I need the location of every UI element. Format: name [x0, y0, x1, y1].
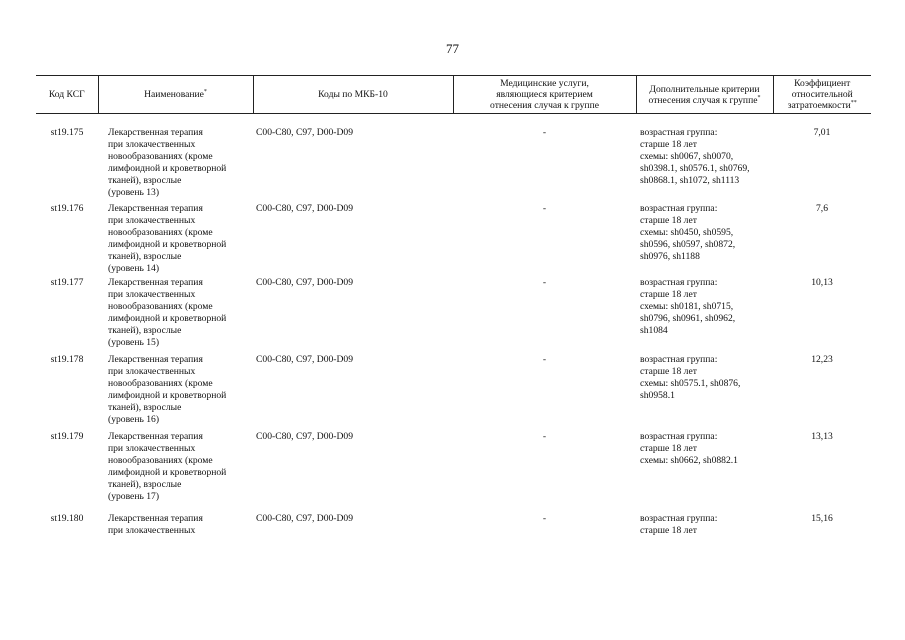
mkb-codes-cell: C00-C80, C97, D00-D09	[256, 512, 354, 524]
header-line: затратоемкости**	[787, 99, 857, 111]
cell-line: новообразованиях (кроме	[108, 377, 213, 389]
cell-line: тканей), взрослые	[108, 250, 182, 262]
cell-line: Лекарственная терапия	[108, 276, 203, 288]
cell-line: старше 18 лет	[640, 365, 697, 377]
services-cell: -	[542, 430, 547, 442]
cell-line: возрастная группа:	[640, 512, 718, 524]
cell-line: при злокачественных	[108, 214, 196, 226]
cell-line: возрастная группа:	[640, 202, 718, 214]
ksg-name-cell	[98, 203, 253, 277]
cell-line: старше 18 лет	[640, 214, 697, 226]
mkb-codes-cell: C00-C80, C97, D00-D09	[256, 202, 354, 214]
cell-line: новообразованиях (кроме	[108, 151, 213, 162]
cell-line: тканей), взрослые	[108, 324, 182, 336]
table-header-row	[36, 76, 871, 114]
coefficient-cell: 10,13	[811, 276, 833, 288]
cell-line: старше 18 лет	[640, 139, 697, 150]
criteria-cell	[636, 431, 773, 513]
cell-line: Лекарственная терапия	[108, 202, 203, 214]
cell-line: новообразованиях (кроме	[108, 454, 213, 466]
table-row	[36, 114, 871, 203]
cell-line: схемы: sh0181, sh0715,	[640, 300, 734, 312]
cell-line: Лекарственная терапия	[108, 512, 203, 524]
cell-line: sh0398.1, sh0576.1, sh0769,	[640, 163, 750, 174]
cell-line: старше 18 лет	[640, 524, 697, 536]
mkb-codes-cell: C00-C80, C97, D00-D09	[256, 353, 354, 365]
header-line: Код КСГ	[48, 89, 85, 100]
services-cell: -	[542, 276, 547, 288]
ksg-name-cell	[98, 513, 253, 543]
cell-line: sh0596, sh0597, sh0872,	[640, 238, 736, 250]
cell-line: (уровень 13)	[108, 187, 160, 198]
table-row	[36, 354, 871, 431]
header-mkb	[253, 76, 453, 114]
cell-line: тканей), взрослые	[108, 401, 182, 413]
criteria-cell	[636, 277, 773, 354]
coefficient-cell: 12,23	[811, 353, 833, 365]
footnote-mark: *	[757, 94, 761, 101]
page-number: 77	[446, 41, 459, 56]
cell-line: возрастная группа:	[640, 353, 718, 365]
header-services	[453, 76, 636, 114]
cell-line: схемы: sh0575.1, sh0876,	[640, 377, 741, 389]
cell-line: при злокачественных	[108, 365, 196, 377]
header-line: отнесения случая к группе*	[648, 94, 761, 106]
cell-line: (уровень 17)	[108, 490, 160, 502]
services-cell: -	[542, 353, 547, 365]
mkb-codes-cell: C00-C80, C97, D00-D09	[256, 430, 354, 442]
cell-line: лимфоидной и кроветворной	[108, 389, 227, 401]
criteria-cell	[636, 203, 773, 277]
ksg-code-cell: st19.178	[50, 353, 84, 365]
cell-line: старше 18 лет	[640, 442, 697, 454]
coefficient-cell: 7,6	[816, 202, 828, 214]
header-line: Дополнительные критерии	[649, 83, 760, 95]
header-line: являющиеся критерием	[496, 89, 593, 100]
cell-line: лимфоидной и кроветворной	[108, 466, 227, 478]
cell-line: тканей), взрослые	[108, 478, 182, 490]
table-body	[36, 114, 871, 543]
ksg-code-cell: st19.180	[50, 512, 84, 524]
cell-line: старше 18 лет	[640, 288, 697, 300]
header-code	[36, 76, 98, 114]
cell-line: sh0868.1, sh1072, sh1113	[640, 175, 740, 186]
cell-line: Лекарственная терапия	[108, 353, 203, 365]
ksg-code-cell: st19.179	[50, 430, 84, 442]
ksg-code-cell: st19.176	[50, 202, 84, 214]
header-line: Наименование*	[144, 88, 207, 100]
ksg-code-cell: st19.175	[50, 127, 84, 138]
cell-line: схемы: sh0067, sh0070,	[640, 151, 734, 162]
cell-line: возрастная группа:	[640, 276, 718, 288]
header-coefficient	[773, 76, 871, 114]
table-row	[36, 277, 871, 354]
cell-line: sh0958.1	[640, 389, 675, 401]
mkb-codes-cell: C00-C80, C97, D00-D09	[256, 276, 354, 288]
cell-line: лимфоидной и кроветворной	[108, 238, 227, 250]
cell-line: при злокачественных	[108, 524, 196, 536]
cell-line: Лекарственная терапия	[108, 430, 203, 442]
table-row	[36, 203, 871, 277]
cell-line: (уровень 15)	[108, 336, 160, 348]
table-row	[36, 431, 871, 513]
cell-line: Лекарственная терапия	[108, 127, 203, 138]
cell-line: (уровень 16)	[108, 413, 160, 425]
cell-line: новообразованиях (кроме	[108, 226, 213, 238]
ksg-name-cell	[98, 277, 253, 354]
footnote-mark: **	[850, 99, 857, 106]
services-cell: -	[542, 127, 547, 138]
cell-line: sh0796, sh0961, sh0962,	[640, 312, 736, 324]
cell-line: (уровень 14)	[108, 262, 160, 274]
header-line: Коды по МКБ-10	[318, 89, 388, 100]
cell-line: тканей), взрослые	[108, 175, 182, 186]
coefficient-cell: 7,01	[813, 127, 831, 138]
cell-line: лимфоидной и кроветворной	[108, 312, 227, 324]
cell-line: sh0976, sh1188	[640, 250, 700, 262]
services-cell: -	[542, 202, 547, 214]
header-line: Медицинские услуги,	[500, 78, 589, 89]
header-line: относительной	[791, 89, 853, 100]
cell-line: схемы: sh0662, sh0882.1	[640, 454, 738, 466]
ksg-name-cell	[98, 114, 253, 203]
header-criteria	[636, 76, 773, 114]
cell-line: при злокачественных	[108, 442, 196, 454]
cell-line: лимфоидной и кроветворной	[108, 163, 227, 174]
footnote-mark: *	[203, 88, 207, 95]
table-row	[36, 513, 871, 543]
ksg-name-cell	[98, 354, 253, 431]
ksg-name-cell	[98, 431, 253, 513]
ksg-table	[36, 75, 871, 543]
mkb-codes-cell: C00-C80, C97, D00-D09	[256, 127, 354, 138]
cell-line: sh1084	[640, 324, 668, 336]
cell-line: новообразованиях (кроме	[108, 300, 213, 312]
cell-line: схемы: sh0450, sh0595,	[640, 226, 734, 238]
header-line: отнесения случая к группе	[490, 100, 599, 111]
cell-line: возрастная группа:	[640, 430, 718, 442]
header-line: Коэффициент	[794, 78, 851, 89]
services-cell: -	[542, 512, 547, 524]
criteria-cell	[636, 354, 773, 431]
criteria-cell	[636, 513, 773, 543]
cell-line: при злокачественных	[108, 288, 196, 300]
coefficient-cell: 15,16	[811, 512, 833, 524]
cell-line: возрастная группа:	[640, 127, 718, 138]
criteria-cell	[636, 114, 773, 203]
header-name	[98, 76, 253, 114]
ksg-code-cell: st19.177	[50, 276, 84, 288]
coefficient-cell: 13,13	[811, 430, 833, 442]
cell-line: при злокачественных	[108, 139, 196, 150]
